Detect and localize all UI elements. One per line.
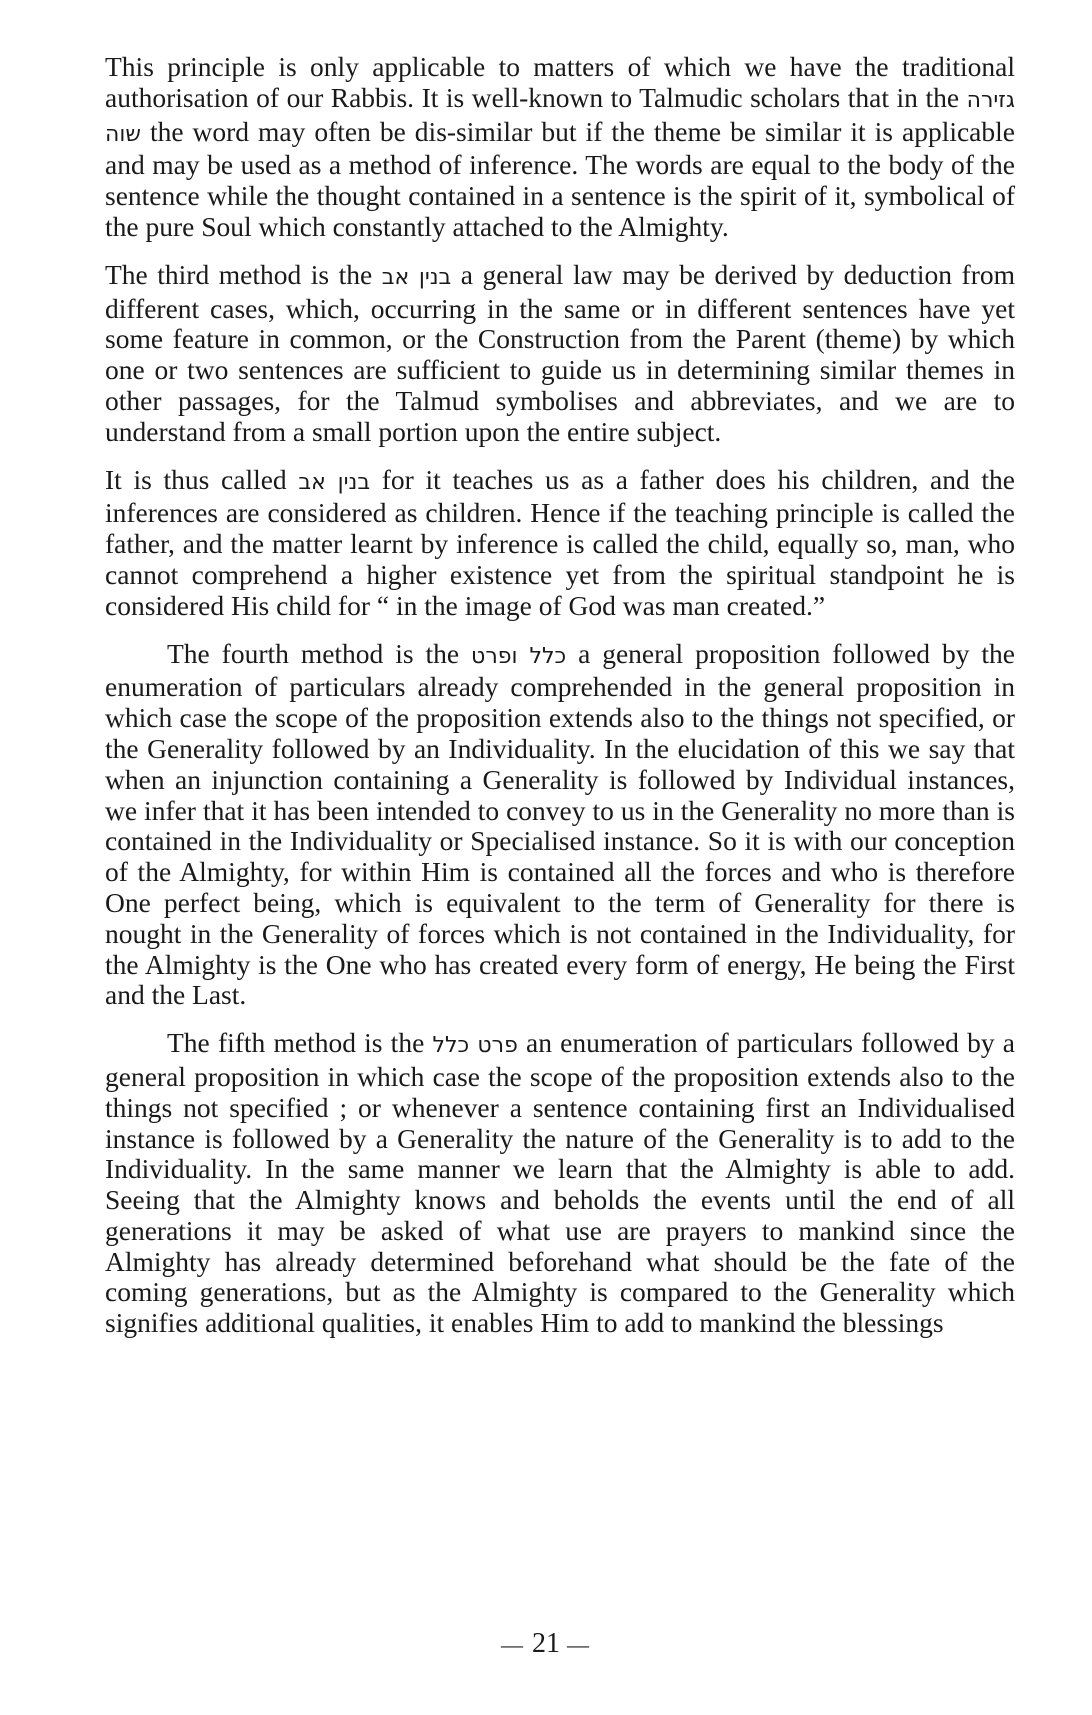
paragraph-text: The fifth method is the [167,1027,433,1059]
paragraph-text: The fourth method is the [167,637,472,669]
paragraph [105,1028,1015,1339]
paragraph-text: for it teaches us as a father does his children, and the inferences are considered as children. Hence if the teaching principle is called the father, and the matter learnt by inference is called the child, equally so, man, who cannot comprehend a higher existence yet from the spiritual standpoint he is considered His child for “ in the image of God was man created.” [105,463,1015,621]
paragraph-text: a general law may be derived by deduction from different cases, which, occurring in the same or in different sentences have yet some feature in common, or the Construction from the Parent (theme) by which one or two sentences are sufficient to guide us in determining similar themes in other passages, for the Talmud symbolises and abbreviates, and we are to understand from a small portion upon the entire subject. [105,258,1015,447]
hebrew-term: כלל ופרט [471,643,567,669]
folio-dash-left: — [501,1632,525,1657]
paragraph-text: It is thus called [105,463,299,495]
paragraph-text: an enumeration of particulars followed by a general proposition in which case the scope of the proposition extends also to the things not specified ; or whenever a sentence containing first an Individualised instance is followed by a Generality the nature of the Generality is to add to the Individuality. In the same manner we learn that the Almighty is able to add. Seeing that the Almighty knows and beholds the events until the end of all generations it may be asked of what use are prayers to mankind since the Almighty has already determined beforehand what should be the fate of the coming generations, but as the Almighty is compared to the Generality which signifies additional qualities, it enables Him to add to mankind the blessings [105,1027,1015,1339]
hebrew-term: גזירה שוה [105,87,1015,147]
hebrew-term: בנין אב [298,469,371,495]
hebrew-term: פרט כלל [432,1033,518,1059]
paragraph-text: the word may often be dis-similar but if the theme be similar it is applicable and may be used as a method of inference. The words are equal to the body of the sentence while the thought contained in a sentence is the spirit of it, symbolical of the pure Soul which constantly attached to the Almighty. [105,115,1015,242]
paragraph [105,52,1015,243]
paragraph [105,260,1015,448]
paragraph [105,639,1015,1012]
hebrew-term: בנין אב [381,264,452,290]
page-number: 21 [532,1628,560,1659]
folio-dash-right: — [567,1632,591,1657]
paragraph-text: The third method is the [105,258,382,290]
page-body [105,52,1015,1356]
paragraph [105,465,1015,622]
paragraph-text: a general proposition followed by the enumeration of particulars already comprehended in the general proposition in which case the scope of the proposition extends also to the things not specified, or the Generality followed by an Individuality. In the elucidation of this we say that when an injunction containing a Generality is followed by Individual instances, we infer that it has been intended to convey to us in the Generality no more than is contained in the Individuality or Specialised instance. So it is with our conception of the Almighty, for within Him is contained all the forces and who is therefore One perfect being, which is equivalent to the term of Generality for there is nought in the Generality of forces which is not contained in the Individuality, for the Almighty is the One who has created every form of energy, He being the First and the Last. [105,637,1015,1011]
page-footer [0,1628,1092,1660]
paragraph-text: This principle is only applicable to matters of which we have the traditional authorisation of our Rabbis. It is well-known to Talmudic scholars that in the [105,51,1015,113]
